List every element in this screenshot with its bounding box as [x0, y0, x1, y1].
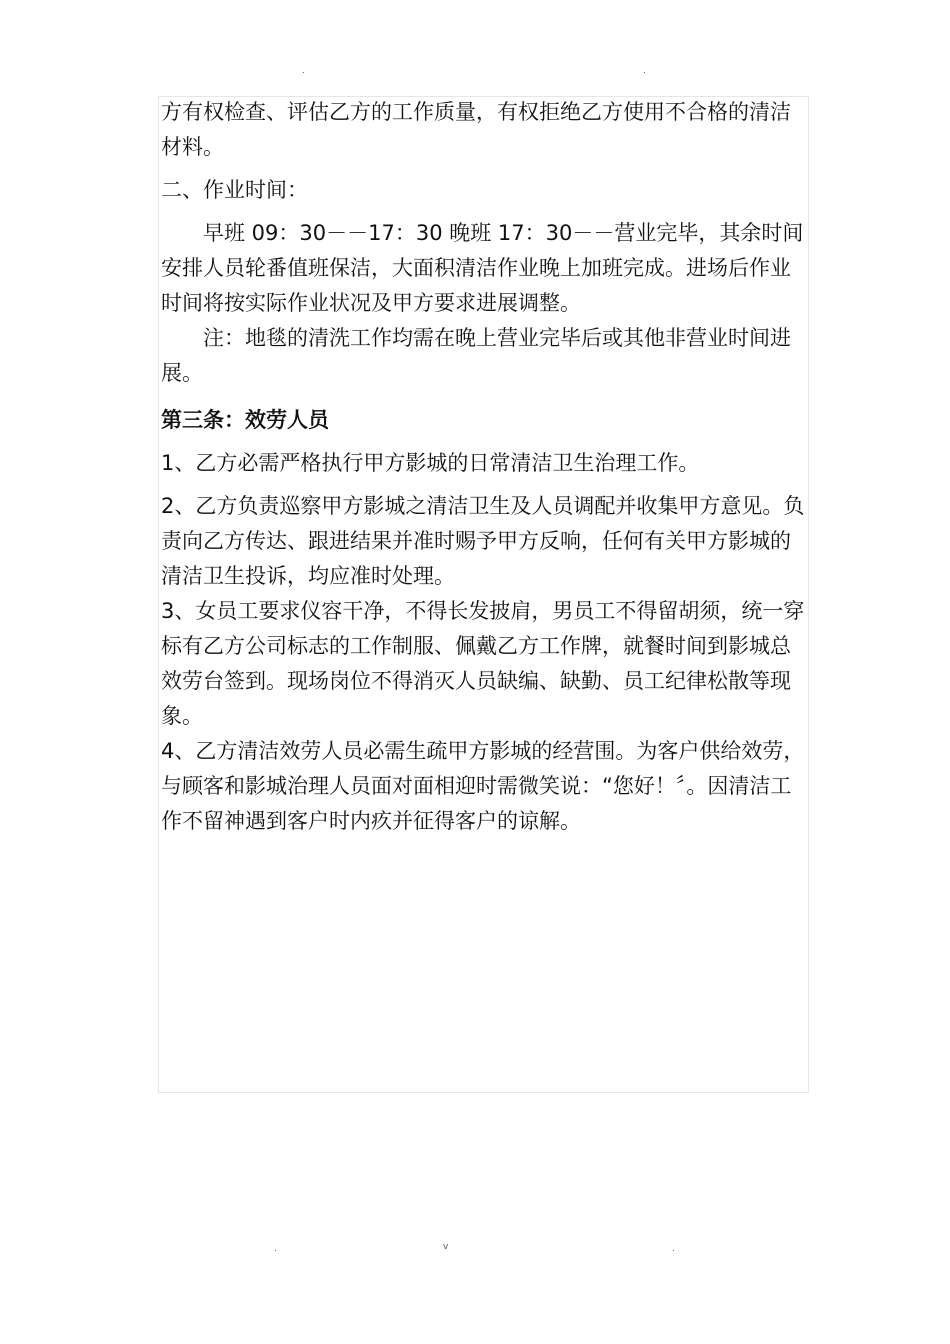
- list-item-4: 4、乙方清洁效劳人员必需生疏甲方影城的经营围。为客户供给效劳，与顾客和影城治理人员面对面相迎时需微笑说：“您好！〞。因清洁工作不留神遇到客户时内疚并征得客户的谅解。: [161, 739, 805, 833]
- footer-page-mark: v: [443, 1242, 449, 1252]
- list-item-1: 1、乙方必需严格执行甲方影城的日常清洁卫生治理工作。: [161, 451, 700, 475]
- document-body: [161, 95, 809, 839]
- list-item-3: 3、女员工要求仪容干净，不得长发披肩，男员工不得留胡须，统一穿标有乙方公司标志的工作制服、佩戴乙方工作牌，就餐时间到影城总效劳台签到。现场岗位不得消灭人员缺编、缺勤、员工纪律松散等现象。: [161, 599, 805, 728]
- header-mark-left: .: [302, 66, 305, 76]
- footer-mark-left: .: [274, 1244, 277, 1254]
- paragraph-inspection: 方有权检查、评估乙方的工作质量，有权拒绝乙方使用不合格的清洁材料。: [161, 100, 791, 159]
- article-heading: 第三条：效劳人员: [161, 408, 329, 432]
- footer-mark-right: .: [672, 1244, 675, 1254]
- section-work-hours: 二、作业时间：: [161, 178, 308, 202]
- paragraph-carpet-note: 注：地毯的清洗工作均需在晚上营业完毕后或其他非营业时间进展。: [161, 326, 791, 385]
- paragraph-shifts: 早班 09：30－－17：30 晚班 17：30－－营业完毕，其余时间安排人员轮番值班保洁，大面积清洁作业晚上加班完成。进场后作业时间将按实际作业状况及甲方要求进展调整。: [161, 221, 804, 315]
- list-item-2: 2、乙方负责巡察甲方影城之清洁卫生及人员调配并收集甲方意见。负责向乙方传达、跟进结果并准时赐予甲方反响，任何有关甲方影城的清洁卫生投诉，均应准时处理。: [161, 494, 805, 588]
- header-mark-right: .: [643, 66, 646, 76]
